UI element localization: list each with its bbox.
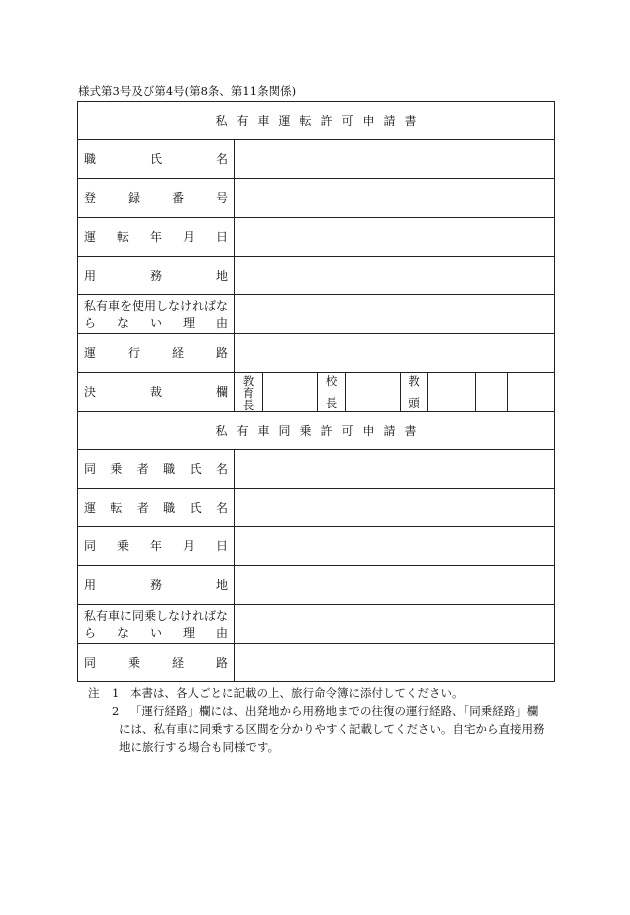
row-registration-number — [78, 179, 554, 218]
field-passenger-name[interactable] — [235, 450, 554, 488]
section2-title-row — [78, 412, 554, 450]
note-2 — [88, 702, 558, 720]
row-ride-reason — [78, 605, 554, 644]
label-ride-reason-line2 — [84, 625, 228, 641]
label-char: ら — [84, 315, 97, 330]
label-registration-number — [84, 190, 228, 206]
field-registration-number[interactable] — [235, 179, 554, 217]
row-route — [78, 334, 554, 373]
note-2-text-line1: 「運行経路」欄には、出発地から用務地までの往復の運行経路、「同乗経路」欄 — [130, 704, 539, 718]
label-char: 理 — [182, 315, 195, 330]
label-char: 職 — [84, 152, 97, 166]
label-char: 名 — [215, 462, 228, 476]
label-char: 年 — [149, 230, 162, 244]
section1-title: 私有車運転許可申請書 — [215, 114, 426, 128]
row-driving-date — [78, 218, 554, 257]
label-char: 経 — [171, 346, 184, 360]
approval-principal-label — [318, 373, 345, 411]
label-char: 行 — [127, 346, 140, 360]
row-ride-destination — [78, 566, 554, 605]
label-char: 運 — [84, 346, 97, 360]
label-char: 者 — [136, 500, 149, 515]
label-char: 用 — [84, 578, 97, 592]
approval-principal-label-cell — [318, 373, 346, 411]
note-1 — [88, 684, 558, 702]
row-approval — [78, 373, 554, 412]
stack-char: 教 — [408, 374, 420, 388]
label-char: 号 — [215, 191, 228, 205]
label-char: 氏 — [189, 462, 202, 476]
stack-char: 教 — [242, 374, 255, 388]
stack-char: 長 — [325, 396, 338, 410]
field-name[interactable] — [235, 140, 554, 178]
label-char: 職 — [163, 462, 176, 476]
label-char: 同 — [84, 655, 97, 670]
approval-head-teacher-label-cell — [401, 373, 428, 411]
label-char: 録 — [127, 191, 140, 205]
field-driving-date[interactable] — [235, 218, 554, 256]
label-char: 地 — [215, 268, 228, 283]
approval-superintendent-label-cell — [235, 373, 263, 411]
approval-head-teacher-label — [401, 373, 427, 411]
approval-superintendent-stamp[interactable] — [263, 373, 318, 411]
label-char: 路 — [215, 346, 228, 360]
label-char: 乗 — [127, 655, 140, 670]
label-char: 職 — [163, 500, 176, 515]
label-char: 転 — [116, 230, 129, 244]
label-char: 用 — [84, 268, 97, 283]
label-char: い — [149, 625, 162, 640]
label-char: な — [116, 625, 129, 640]
stack-char: 校 — [325, 374, 338, 388]
label-approval — [84, 384, 228, 400]
label-char: 経 — [171, 655, 184, 670]
section2-title: 私有車同乗許可申請書 — [215, 424, 426, 438]
field-driver-name[interactable] — [235, 489, 554, 526]
label-char: 欄 — [215, 385, 228, 399]
label-route — [84, 345, 228, 361]
label-char: 転 — [110, 500, 123, 515]
note-1-number: 1 — [112, 686, 120, 700]
note-2-number: 2 — [112, 704, 120, 718]
label-char: 運 — [84, 230, 97, 244]
approval-head-teacher-stamp[interactable] — [428, 373, 476, 411]
approval-extra-stamp-1[interactable] — [476, 373, 508, 411]
application-form — [77, 101, 555, 682]
field-ride-date[interactable] — [235, 527, 554, 565]
field-route[interactable] — [235, 334, 554, 372]
label-char: 理 — [182, 625, 195, 640]
stack-char: 頭 — [408, 396, 420, 410]
label-char: い — [149, 315, 162, 330]
note-1-text: 本書は、各人ごとに記載の上、旅行命令簿に添付してください。 — [130, 686, 464, 700]
form-reference: 様式第3号及び第4号(第8条、第11条関係) — [78, 84, 297, 98]
row-ride-date — [78, 527, 554, 566]
approval-extra-stamp-2[interactable] — [508, 373, 554, 411]
label-char: 名 — [215, 152, 228, 166]
label-char: 月 — [182, 539, 195, 553]
label-char: 務 — [149, 268, 162, 283]
field-ride-route[interactable] — [235, 644, 554, 681]
label-ride-reason-line1: 私有車に同乗しなければな — [84, 608, 229, 623]
label-char: 乗 — [116, 539, 129, 553]
field-ride-destination[interactable] — [235, 566, 554, 604]
label-char: 氏 — [189, 500, 202, 515]
note-2-text-line3: 地に旅行する場合も同様です。 — [119, 740, 280, 754]
stack-char: 育 — [242, 386, 255, 400]
label-char: 乗 — [110, 462, 123, 476]
label-char: 決 — [84, 385, 97, 399]
label-name — [84, 151, 228, 167]
label-char: 番 — [171, 191, 184, 205]
label-char: 裁 — [149, 385, 162, 399]
approval-superintendent-label — [235, 373, 262, 411]
row-reason — [78, 295, 554, 334]
section1-title-row — [78, 102, 554, 140]
label-char: 者 — [136, 462, 149, 476]
label-char: 運 — [84, 500, 97, 515]
field-destination[interactable] — [235, 257, 554, 294]
notes-mark: 注 — [88, 686, 100, 700]
field-ride-reason[interactable] — [235, 605, 554, 643]
label-reason-line1: 私有車を使用しなければな — [84, 298, 229, 313]
label-destination — [84, 268, 228, 284]
label-passenger-name — [84, 461, 228, 477]
row-name — [78, 140, 554, 179]
label-char: 日 — [215, 539, 228, 553]
stack-char: 長 — [242, 398, 255, 412]
field-reason[interactable] — [235, 295, 554, 333]
note-2-text-line2: には、私有車に同乗する区間を分かりやすく記載してください。自宅から直接用務 — [119, 722, 545, 736]
row-ride-route — [78, 644, 554, 681]
label-ride-route — [84, 655, 228, 671]
label-driver-name — [84, 500, 228, 516]
label-char: 由 — [215, 315, 228, 330]
row-destination — [78, 257, 554, 295]
row-driver-name — [78, 489, 554, 527]
notes — [88, 684, 558, 756]
label-char: 地 — [215, 578, 228, 592]
approval-principal-stamp[interactable] — [346, 373, 401, 411]
row-passenger-name — [78, 450, 554, 489]
approval-grid — [235, 373, 554, 411]
label-char: 登 — [84, 191, 97, 205]
label-ride-destination — [84, 577, 228, 593]
label-char: 同 — [84, 462, 97, 476]
label-ride-date — [84, 538, 228, 554]
label-char: 務 — [149, 578, 162, 592]
label-reason-line2 — [84, 315, 228, 331]
label-char: 氏 — [149, 152, 162, 166]
label-char: 名 — [215, 500, 228, 515]
label-char: 由 — [215, 625, 228, 640]
label-char: 年 — [149, 539, 162, 553]
label-char: ら — [84, 625, 97, 640]
label-char: 日 — [215, 230, 228, 244]
label-driving-date — [84, 229, 228, 245]
label-char: な — [116, 315, 129, 330]
label-char: 同 — [84, 539, 97, 553]
label-char: 路 — [215, 655, 228, 670]
label-char: 月 — [182, 230, 195, 244]
